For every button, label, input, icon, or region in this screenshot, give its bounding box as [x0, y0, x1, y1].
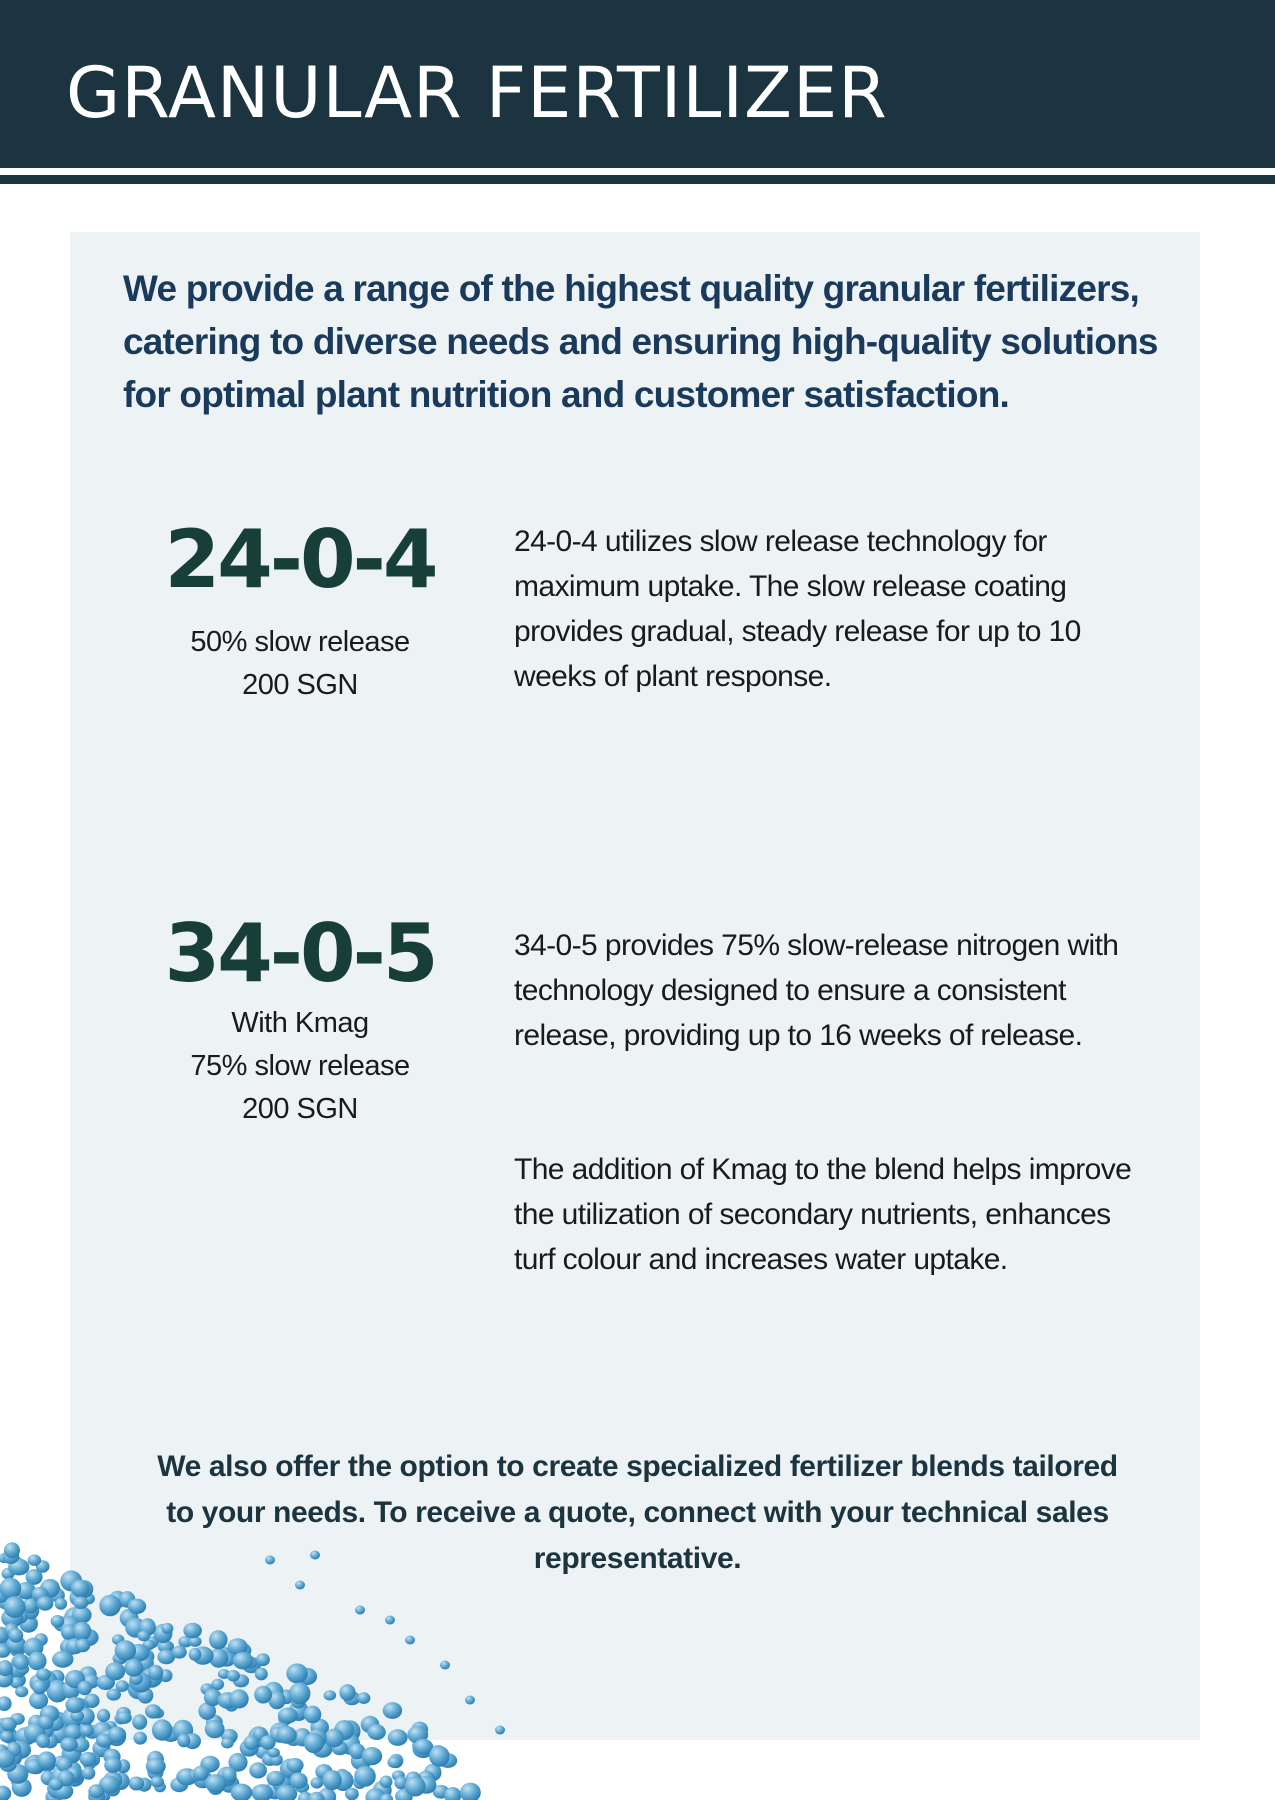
granule [52, 1651, 73, 1668]
granule [193, 1766, 209, 1781]
granule [304, 1733, 324, 1753]
spec-line: 50% slow release [190, 626, 410, 658]
granule [104, 1757, 122, 1773]
granule [183, 1623, 202, 1638]
granule [0, 1786, 11, 1800]
granule [115, 1640, 136, 1661]
granule [311, 1777, 324, 1788]
granule [440, 1661, 450, 1670]
page-title: GRANULAR FERTILIZER [66, 52, 888, 134]
granule [345, 1788, 359, 1800]
granule [37, 1751, 56, 1769]
intro-paragraph: We provide a range of the highest quality granular fertilizers, catering to diverse needs and ensuring high-quality solutions for optimal plant nutrition and customer satisfaction. [123, 268, 1158, 415]
product-code: 24-0-4 [164, 513, 436, 606]
granule [133, 1732, 147, 1745]
granule [78, 1681, 92, 1696]
granule [108, 1727, 125, 1743]
granule [277, 1726, 297, 1744]
granule [28, 1652, 47, 1671]
granule [105, 1662, 125, 1680]
product-specs [150, 621, 450, 707]
granule [9, 1628, 24, 1643]
granule [339, 1684, 355, 1701]
spec-line: 75% slow release [190, 1050, 410, 1082]
granule [177, 1734, 190, 1747]
granule [38, 1715, 54, 1730]
granule [290, 1773, 308, 1789]
granule [4, 1542, 20, 1558]
granule [387, 1756, 401, 1768]
granule [229, 1689, 248, 1708]
granule [322, 1770, 341, 1790]
granule [227, 1670, 240, 1682]
granule [55, 1598, 67, 1610]
granule [244, 1735, 259, 1750]
granule [152, 1719, 173, 1740]
granule [286, 1758, 303, 1772]
granule [255, 1668, 268, 1681]
granule [388, 1729, 408, 1746]
granule [233, 1652, 254, 1669]
granule [99, 1595, 121, 1617]
spec-line: With Kmag [231, 1007, 369, 1039]
granule [254, 1686, 272, 1704]
granule [189, 1648, 202, 1661]
product-description: 34-0-5 provides 75% slow-release nitrogen with technology designed to ensure a consistent release, providing up to 16 weeks of release. [514, 929, 1119, 1052]
granule [128, 1599, 146, 1614]
granule [362, 1747, 383, 1765]
granule [324, 1690, 337, 1700]
granule [36, 1734, 50, 1748]
granule [265, 1556, 275, 1565]
granule [0, 1578, 21, 1599]
closing-paragraph: We also offer the option to create specialized fertilizer blends tailored to your needs. To receive a quote, connect with your technical sales representative. [157, 1450, 1118, 1575]
product-description: 24-0-4 utilizes slow release technology for maximum uptake. The slow release coating provides gradual, steady release for up to 10 weeks of plant response. [514, 525, 1081, 693]
granule [32, 1679, 47, 1694]
granule [80, 1752, 97, 1766]
granule [82, 1767, 95, 1780]
granule [357, 1692, 370, 1704]
granule [150, 1776, 164, 1787]
granule [60, 1737, 78, 1751]
header-banner [0, 0, 1275, 168]
granule [65, 1697, 84, 1713]
granule [116, 1712, 131, 1724]
granule [124, 1659, 143, 1677]
granule [295, 1581, 305, 1590]
granule [260, 1735, 276, 1749]
granule [211, 1679, 224, 1690]
granule [429, 1746, 450, 1767]
granule [88, 1784, 104, 1798]
granule [106, 1689, 121, 1701]
granule [49, 1778, 63, 1790]
header-divider-dark [0, 175, 1275, 184]
granule [310, 1551, 320, 1560]
granule [172, 1646, 187, 1659]
granule [405, 1636, 415, 1645]
granule [36, 1668, 51, 1680]
granule [146, 1758, 166, 1774]
granule [51, 1615, 65, 1627]
granule [221, 1738, 234, 1749]
granule [71, 1580, 90, 1598]
product-code: 34-0-5 [164, 907, 436, 1000]
granule [249, 1762, 267, 1778]
granule [495, 1726, 505, 1735]
granule [278, 1708, 298, 1724]
granule [129, 1777, 145, 1791]
granule [132, 1714, 147, 1729]
granule [137, 1631, 150, 1642]
granule [0, 1696, 12, 1711]
granule [28, 1555, 41, 1566]
granule [37, 1596, 54, 1611]
granule [80, 1725, 94, 1737]
granule [354, 1766, 376, 1787]
granule [15, 1686, 28, 1697]
granule [355, 1606, 365, 1615]
granule [385, 1616, 395, 1625]
granule [209, 1630, 228, 1649]
granule [380, 1776, 393, 1788]
granule [286, 1663, 308, 1683]
granule [405, 1776, 426, 1796]
granule [73, 1597, 88, 1609]
granule [4, 1596, 26, 1618]
granule [0, 1731, 14, 1743]
granule [289, 1682, 310, 1704]
product-description-extra: The addition of Kmag to the blend helps improve the utilization of secondary nutrients, enhances turf colour and increases water uptake. [514, 1153, 1132, 1276]
header-divider-light [0, 168, 1275, 175]
granule [75, 1639, 90, 1653]
granule [383, 1702, 402, 1719]
granule [161, 1623, 173, 1634]
granules-image [0, 1500, 620, 1800]
granule [460, 1783, 481, 1800]
granule [324, 1729, 343, 1748]
granule [145, 1704, 161, 1718]
granule [256, 1653, 270, 1666]
spec-line: 200 SGN [242, 669, 358, 701]
granule [97, 1709, 110, 1723]
granule [73, 1622, 91, 1641]
granule [304, 1706, 321, 1724]
granule [205, 1720, 225, 1738]
spec-line: 200 SGN [242, 1093, 358, 1125]
granule [465, 1696, 475, 1705]
granule [0, 1717, 17, 1731]
granule [14, 1655, 29, 1670]
granule [205, 1774, 227, 1793]
product-specs [150, 1002, 450, 1131]
granule [367, 1724, 385, 1740]
